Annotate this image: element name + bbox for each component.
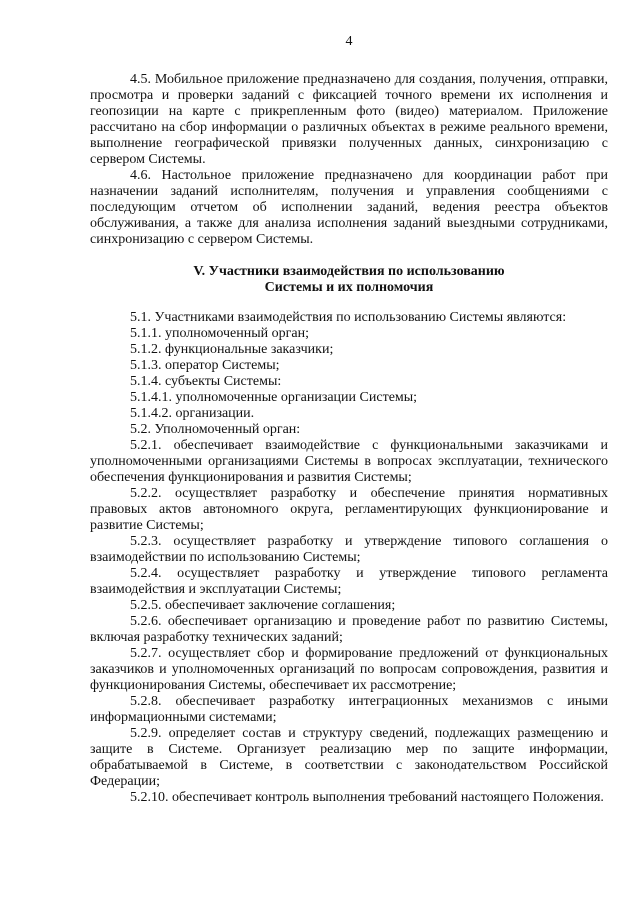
page-number: 4 <box>345 34 353 49</box>
item-5-1-4-1: 5.1.4.1. уполномоченные организации Системы; <box>130 390 418 405</box>
item-5-1-1: 5.1.1. уполномоченный орган; <box>130 326 309 341</box>
item-5-2-8: 5.2.8. обеспечивает разработку интеграционных механизмов с иными информационными системами; <box>90 694 608 725</box>
item-5-2-7: 5.2.7. осуществляет сбор и формирование предложений от функциональных заказчиков и уполномоченных организаций по вопросам сопровождения, развития и функционирования Системы, обеспечивает их рассмотрение; <box>90 646 608 693</box>
item-5-1-4: 5.1.4. субъекты Системы: <box>130 374 282 389</box>
item-5-2-6: 5.2.6. обеспечивает организацию и проведение работ по развитию Системы, включая разработку технических заданий; <box>90 614 608 645</box>
item-5-2-2: 5.2.2. осуществляет разработку и обеспечение принятия нормативных правовых актов автономного округа, регламентирующих функционирование и развитие Системы; <box>90 486 608 533</box>
item-5-2-3: 5.2.3. осуществляет разработку и утверждение типового соглашения о взаимодействии по использованию Системы; <box>90 534 608 565</box>
section-heading-line-2: Системы и их полномочия <box>264 280 434 295</box>
section-heading-line-1: V. Участники взаимодействия по использованию <box>193 264 505 279</box>
item-5-1: 5.1. Участниками взаимодействия по использованию Системы являются: <box>130 310 567 325</box>
item-5-2-1: 5.2.1. обеспечивает взаимодействие с функциональными заказчиками и уполномоченными организациями Системы в вопросах эксплуатации, технического обеспечения функционирования и развития Системы; <box>90 438 608 485</box>
item-5-2-4: 5.2.4. осуществляет разработку и утверждение типового регламента взаимодействия и эксплуатации Системы; <box>90 566 608 597</box>
paragraph-4-5: 4.5. Мобильное приложение предназначено для создания, получения, отправки, просмотра и проверки заданий с фиксацией точного времени их исполнения и геопозиции на карте с прикрепленным фото (видео) материалом. Приложение рассчитано на сбор информации о различных объектах в режиме реального времени, выполнение географической привязки полученных данных, синхронизацию с сервером Системы. <box>90 72 608 167</box>
item-5-2-10: 5.2.10. обеспечивает контроль выполнения требований настоящего Положения. <box>130 790 604 805</box>
item-5-2-5: 5.2.5. обеспечивает заключение соглашения; <box>130 598 396 613</box>
item-5-2-9: 5.2.9. определяет состав и структуру сведений, подлежащих размещению и защите в Системе. Организует реализацию мер по защите информации, обрабатываемой в Системе, в соответствии с законодательством Российской Федерации; <box>90 726 608 789</box>
paragraph-4-6: 4.6. Настольное приложение предназначено для координации работ при назначении заданий исполнителям, получения и управления сообщениями с последующим отчетом об исполнении заданий, ведения реестра объектов обслуживания, а также для анализа исполнения заданий выездными сотрудниками, синхронизацию с сервером Системы. <box>90 168 608 247</box>
item-5-1-2: 5.1.2. функциональные заказчики; <box>130 342 334 357</box>
item-5-2: 5.2. Уполномоченный орган: <box>130 422 301 437</box>
item-5-1-3: 5.1.3. оператор Системы; <box>130 358 280 373</box>
section-heading <box>90 264 608 296</box>
item-5-1-4-2: 5.1.4.2. организации. <box>130 406 255 421</box>
